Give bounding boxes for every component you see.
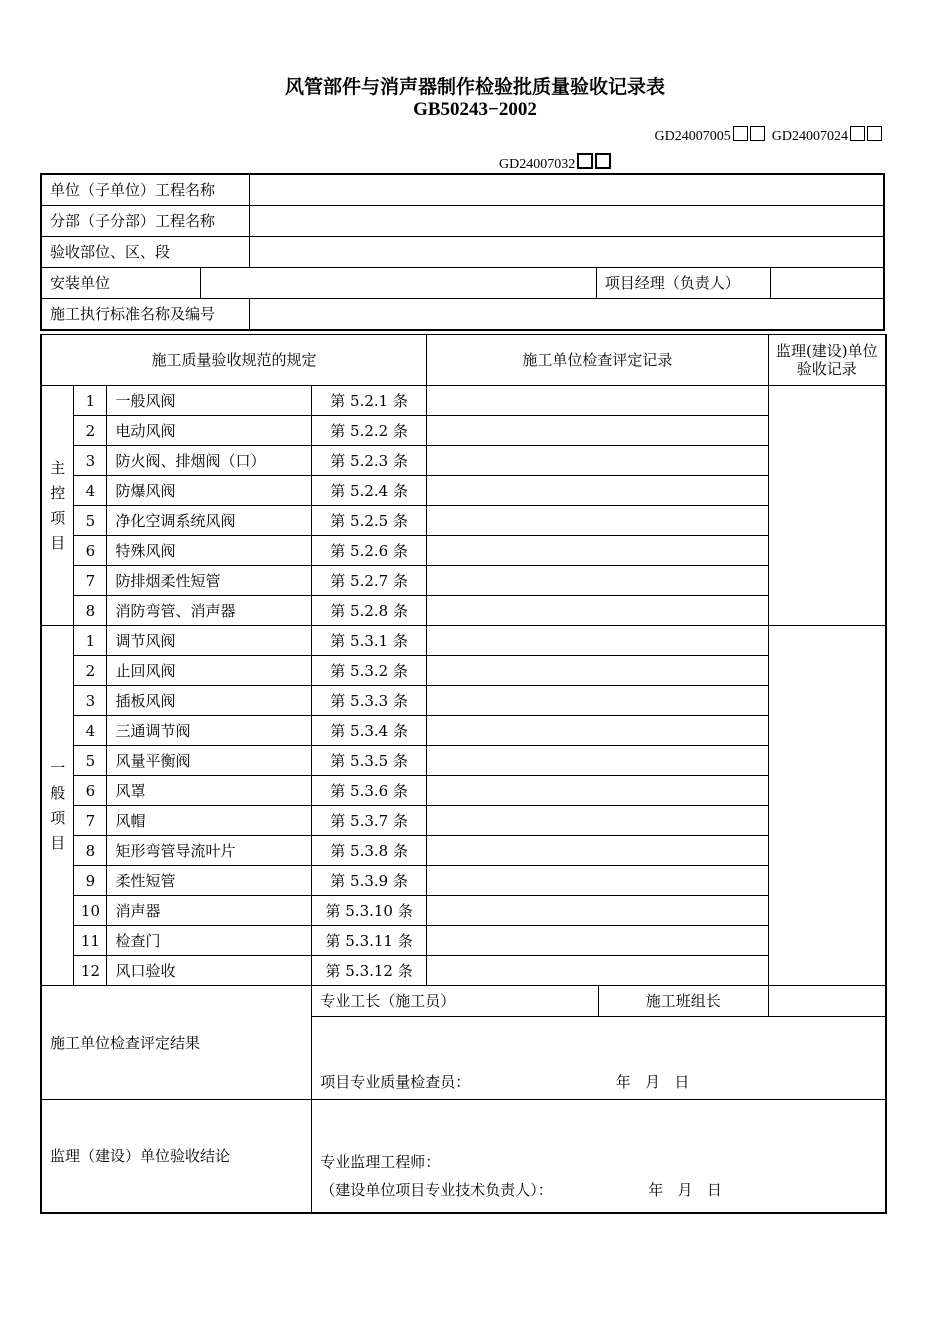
item-clause: 第 5.2.6 条 [312,536,427,566]
item-number: 6 [74,536,107,566]
item-number: 12 [74,956,107,986]
engineer-label: 专业监理工程师： [320,1152,441,1171]
item-name: 净化空调系统风阀 [107,506,312,536]
item-name: 风量平衡阀 [107,746,312,776]
item-name: 消防弯管、消声器 [107,596,312,626]
item-number: 8 [74,836,107,866]
item-clause: 第 5.3.11 条 [312,926,427,956]
item-clause: 第 5.3.4 条 [312,716,427,746]
owner-label: （建设单位项目专业技术负责人）： [320,1180,553,1199]
item-name: 特殊风阀 [107,536,312,566]
item-name: 检查门 [107,926,312,956]
item-clause: 第 5.3.1 条 [312,626,427,656]
sub-project-field[interactable] [249,206,884,237]
record-field[interactable] [427,926,769,956]
page-title: 风管部件与消声器制作检验批质量验收记录表 [284,76,665,98]
foreman-label: 专业工长（施工员） [312,986,599,1017]
installer-label: 安装单位 [41,268,200,299]
record-field[interactable] [427,446,769,476]
installer-field[interactable] [200,268,596,299]
item-number: 6 [74,776,107,806]
item-name: 矩形弯管导流叶片 [107,836,312,866]
table-row [41,746,886,776]
item-name: 调节风阀 [107,626,312,656]
table-row [41,716,886,746]
record-field[interactable] [427,686,769,716]
table-row [41,686,886,716]
sub-project-label: 分部（子分部）工程名称 [41,206,249,237]
table-row [41,776,886,806]
item-name: 防火阀、排烟阀（口） [107,446,312,476]
table-row [41,446,886,476]
table-row [41,626,886,656]
conclusion-label: 监理（建设）单位验收结论 [41,1100,312,1213]
result-sign-area [312,1017,886,1100]
item-clause: 第 5.3.10 条 [312,896,427,926]
record-field[interactable] [427,506,769,536]
table-row [41,956,886,986]
main-control-section [41,386,886,626]
item-clause: 第 5.3.7 条 [312,806,427,836]
item-name: 风帽 [107,806,312,836]
table-row [41,656,886,686]
spec-column-header: 施工质量验收规范的规定 [41,335,427,386]
unit-project-label: 单位（子单位）工程名称 [41,174,249,206]
item-name: 插板风阀 [107,686,312,716]
supervisor-column-header: 监理(建设)单位验收记录 [768,335,886,386]
record-field[interactable] [427,596,769,626]
record-field[interactable] [427,716,769,746]
table-row [41,926,886,956]
checkbox[interactable] [733,126,748,141]
item-clause: 第 5.2.5 条 [312,506,427,536]
record-field[interactable] [427,536,769,566]
team-leader-label: 施工班组长 [598,986,768,1017]
record-field[interactable] [427,776,769,806]
record-field[interactable] [427,416,769,446]
checkbox[interactable] [867,126,882,141]
record-field[interactable] [427,896,769,926]
section-label-char: 项 [50,508,66,527]
item-number: 3 [74,446,107,476]
manager-label: 项目经理（负责人） [596,268,770,299]
form-codes-line2 [499,153,611,173]
supervisor-field[interactable] [768,626,886,986]
supervisor-field[interactable] [768,386,886,626]
item-number: 9 [74,866,107,896]
item-name: 止回风阀 [107,656,312,686]
section-label-char: 目 [50,533,66,552]
item-clause: 第 5.2.1 条 [312,386,427,416]
item-number: 2 [74,416,107,446]
section-label-char: 一 [50,758,66,777]
general-label [41,626,74,986]
standard-field[interactable] [249,299,884,331]
record-column-header: 施工单位检查评定记录 [427,335,769,386]
table-row [41,566,886,596]
item-clause: 第 5.3.9 条 [312,866,427,896]
section-label-char: 控 [50,483,66,502]
item-clause: 第 5.2.3 条 [312,446,427,476]
item-name: 防排烟柔性短管 [107,566,312,596]
item-name: 风罩 [107,776,312,806]
item-name: 风口验收 [107,956,312,986]
item-name: 电动风阀 [107,416,312,446]
item-clause: 第 5.3.12 条 [312,956,427,986]
section-label-char: 目 [50,833,66,852]
record-field[interactable] [427,866,769,896]
item-number: 8 [74,596,107,626]
manager-field[interactable] [771,268,884,299]
item-name: 柔性短管 [107,866,312,896]
item-clause: 第 5.2.4 条 [312,476,427,506]
checkbox[interactable] [595,153,611,169]
form-code: GD24007005 [654,129,731,144]
form-codes-line1 [655,126,882,145]
table-row [41,896,886,926]
form-code: GD24007032 [499,157,576,172]
inspection-table [40,334,887,1214]
section-label-char: 项 [50,808,66,827]
record-field[interactable] [427,626,769,656]
item-name: 三通调节阀 [107,716,312,746]
main-control-label [41,386,74,626]
item-number: 10 [74,896,107,926]
table-row [41,806,886,836]
form-code: GD24007024 [771,129,848,144]
unit-project-field[interactable] [249,174,884,206]
section-label-char: 主 [50,458,66,477]
item-number: 11 [74,926,107,956]
item-number: 7 [74,806,107,836]
record-field[interactable] [427,656,769,686]
record-field[interactable] [427,386,769,416]
item-number: 3 [74,686,107,716]
item-name: 防爆风阀 [107,476,312,506]
item-clause: 第 5.3.3 条 [312,686,427,716]
item-clause: 第 5.3.2 条 [312,656,427,686]
item-clause: 第 5.2.7 条 [312,566,427,596]
checkbox[interactable] [750,126,765,141]
item-name: 消声器 [107,896,312,926]
section-label-char: 般 [50,783,66,802]
inspector-label: 项目专业质量检查员： [320,1073,471,1091]
standard-code: GB50243−2002 [413,99,537,120]
checkbox[interactable] [850,126,865,141]
item-number: 5 [74,746,107,776]
item-number: 2 [74,656,107,686]
item-name: 一般风阀 [107,386,312,416]
result-label: 施工单位检查评定结果 [41,986,312,1100]
table-row [41,866,886,896]
item-number: 1 [74,626,107,656]
item-number: 5 [74,506,107,536]
record-field[interactable] [427,806,769,836]
item-clause: 第 5.3.5 条 [312,746,427,776]
header-table [40,173,885,331]
record-field[interactable] [427,956,769,986]
item-number: 4 [74,716,107,746]
item-clause: 第 5.2.8 条 [312,596,427,626]
table-row [41,836,886,866]
team-leader-field[interactable] [768,986,886,1017]
conclusion-date: 年 月 日 [648,1180,722,1199]
standard-label: 施工执行标准名称及编号 [41,299,249,331]
item-number: 7 [74,566,107,596]
area-field[interactable] [249,237,884,268]
checkbox[interactable] [577,153,593,169]
item-clause: 第 5.3.8 条 [312,836,427,866]
table-row [41,596,886,626]
record-field[interactable] [427,746,769,776]
table-row [41,386,886,416]
table-row [41,416,886,446]
record-field[interactable] [427,836,769,866]
item-clause: 第 5.3.6 条 [312,776,427,806]
table-row [41,536,886,566]
general-section [41,626,886,986]
item-clause: 第 5.2.2 条 [312,416,427,446]
item-number: 1 [74,386,107,416]
record-field[interactable] [427,566,769,596]
table-row [41,506,886,536]
area-label: 验收部位、区、段 [41,237,249,268]
record-field[interactable] [427,476,769,506]
conclusion-sign-area [312,1100,886,1213]
table-row [41,476,886,506]
result-date: 年 月 日 [615,1073,690,1091]
item-number: 4 [74,476,107,506]
